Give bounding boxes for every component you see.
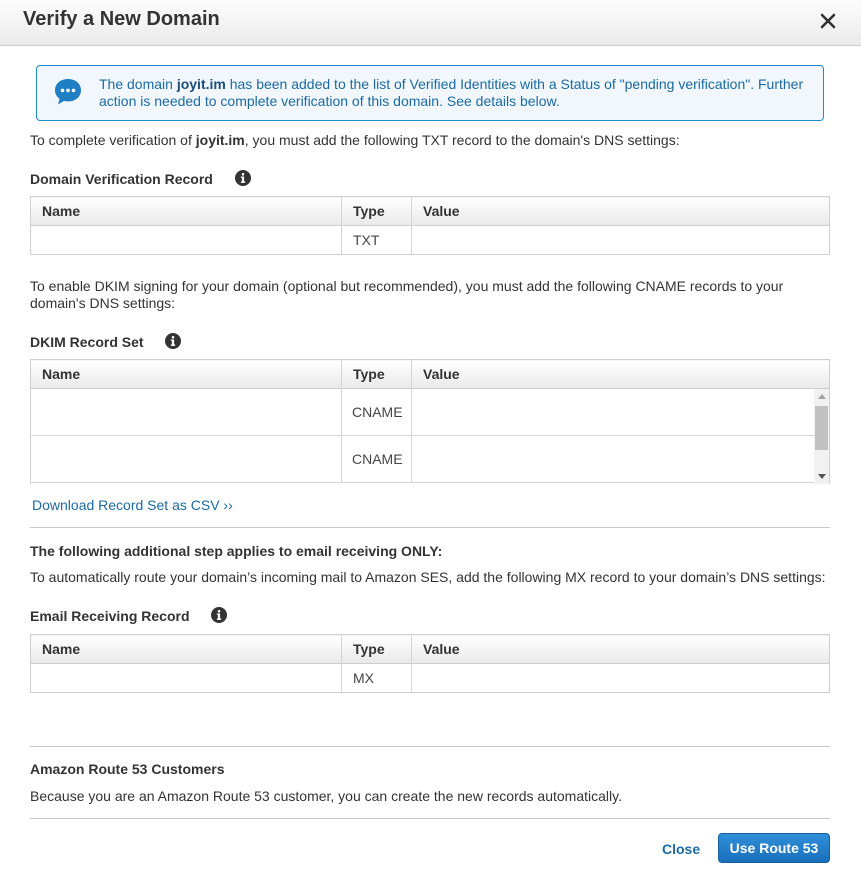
receiving-note-text: To automatically route your domain’s incoming mail to Amazon SES, add the following MX record to your domain’s DNS settings: [30,569,826,585]
info-icon[interactable] [165,333,181,352]
receiving-table [30,634,830,693]
column-header-type: Type [342,360,412,389]
use-route53-button[interactable]: Use Route 53 [718,833,830,863]
column-header-name: Name [31,360,342,389]
record-name [31,664,342,693]
table-row [31,226,830,255]
close-icon[interactable] [815,8,841,34]
dialog-header [0,0,861,46]
txt-intro-text: To complete verification of joyit.im, you must add the following TXT record to the domain's DNS settings: [30,132,680,148]
table-row [31,389,829,436]
column-header-name: Name [31,635,342,664]
scrollbar[interactable] [814,389,829,484]
dkim-intro-text: To enable DKIM signing for your domain (optional but recommended), you must add the following CNAME records to your domain's DNS settings: [30,278,784,311]
info-icon[interactable] [211,607,227,626]
close-button[interactable]: Close [662,841,701,857]
route53-heading: Amazon Route 53 Customers [30,761,225,777]
dkim-records-scroll[interactable] [30,389,830,484]
receiving-heading: Email Receiving Record [30,607,227,626]
record-type: TXT [342,226,412,255]
record-type: MX [342,664,412,693]
divider [30,818,830,819]
verification-table [30,196,830,255]
scroll-down-icon[interactable] [818,474,826,479]
column-header-value: Value [412,635,830,664]
notice-domain: joyit.im [176,76,226,92]
notice-message: The domain joyit.im has been added to the list of Verified Identities with a Status of "pending verification". Further action is needed to complete verification of this domain. See details below. [99,76,804,109]
dkim-table-header [30,359,830,389]
record-name [31,226,342,255]
download-csv-link[interactable]: Download Record Set as CSV ›› [32,497,233,513]
divider [30,527,830,528]
record-type: CNAME [342,436,412,482]
record-name [31,436,342,482]
info-notice [36,65,824,121]
table-row [31,436,829,483]
verification-heading: Domain Verification Record [30,170,251,189]
scrollbar-thumb[interactable] [815,406,828,450]
info-icon[interactable] [235,170,251,189]
chat-bubble-icon [53,77,83,110]
receiving-note-heading: The following additional step applies to email receiving ONLY: [30,543,443,559]
dkim-heading: DKIM Record Set [30,333,181,352]
divider [30,746,830,747]
column-header-name: Name [31,197,342,226]
column-header-type: Type [342,635,412,664]
record-type: CNAME [342,389,412,435]
column-header-value: Value [412,197,830,226]
table-row [31,664,830,693]
record-value [412,226,830,255]
column-header-value: Value [412,360,830,389]
route53-text: Because you are an Amazon Route 53 customer, you can create the new records automatically. [30,788,622,804]
dialog-title: Verify a New Domain [23,8,220,30]
column-header-type: Type [342,197,412,226]
scroll-up-icon[interactable] [818,394,826,399]
record-name [31,389,342,435]
record-value [412,664,830,693]
